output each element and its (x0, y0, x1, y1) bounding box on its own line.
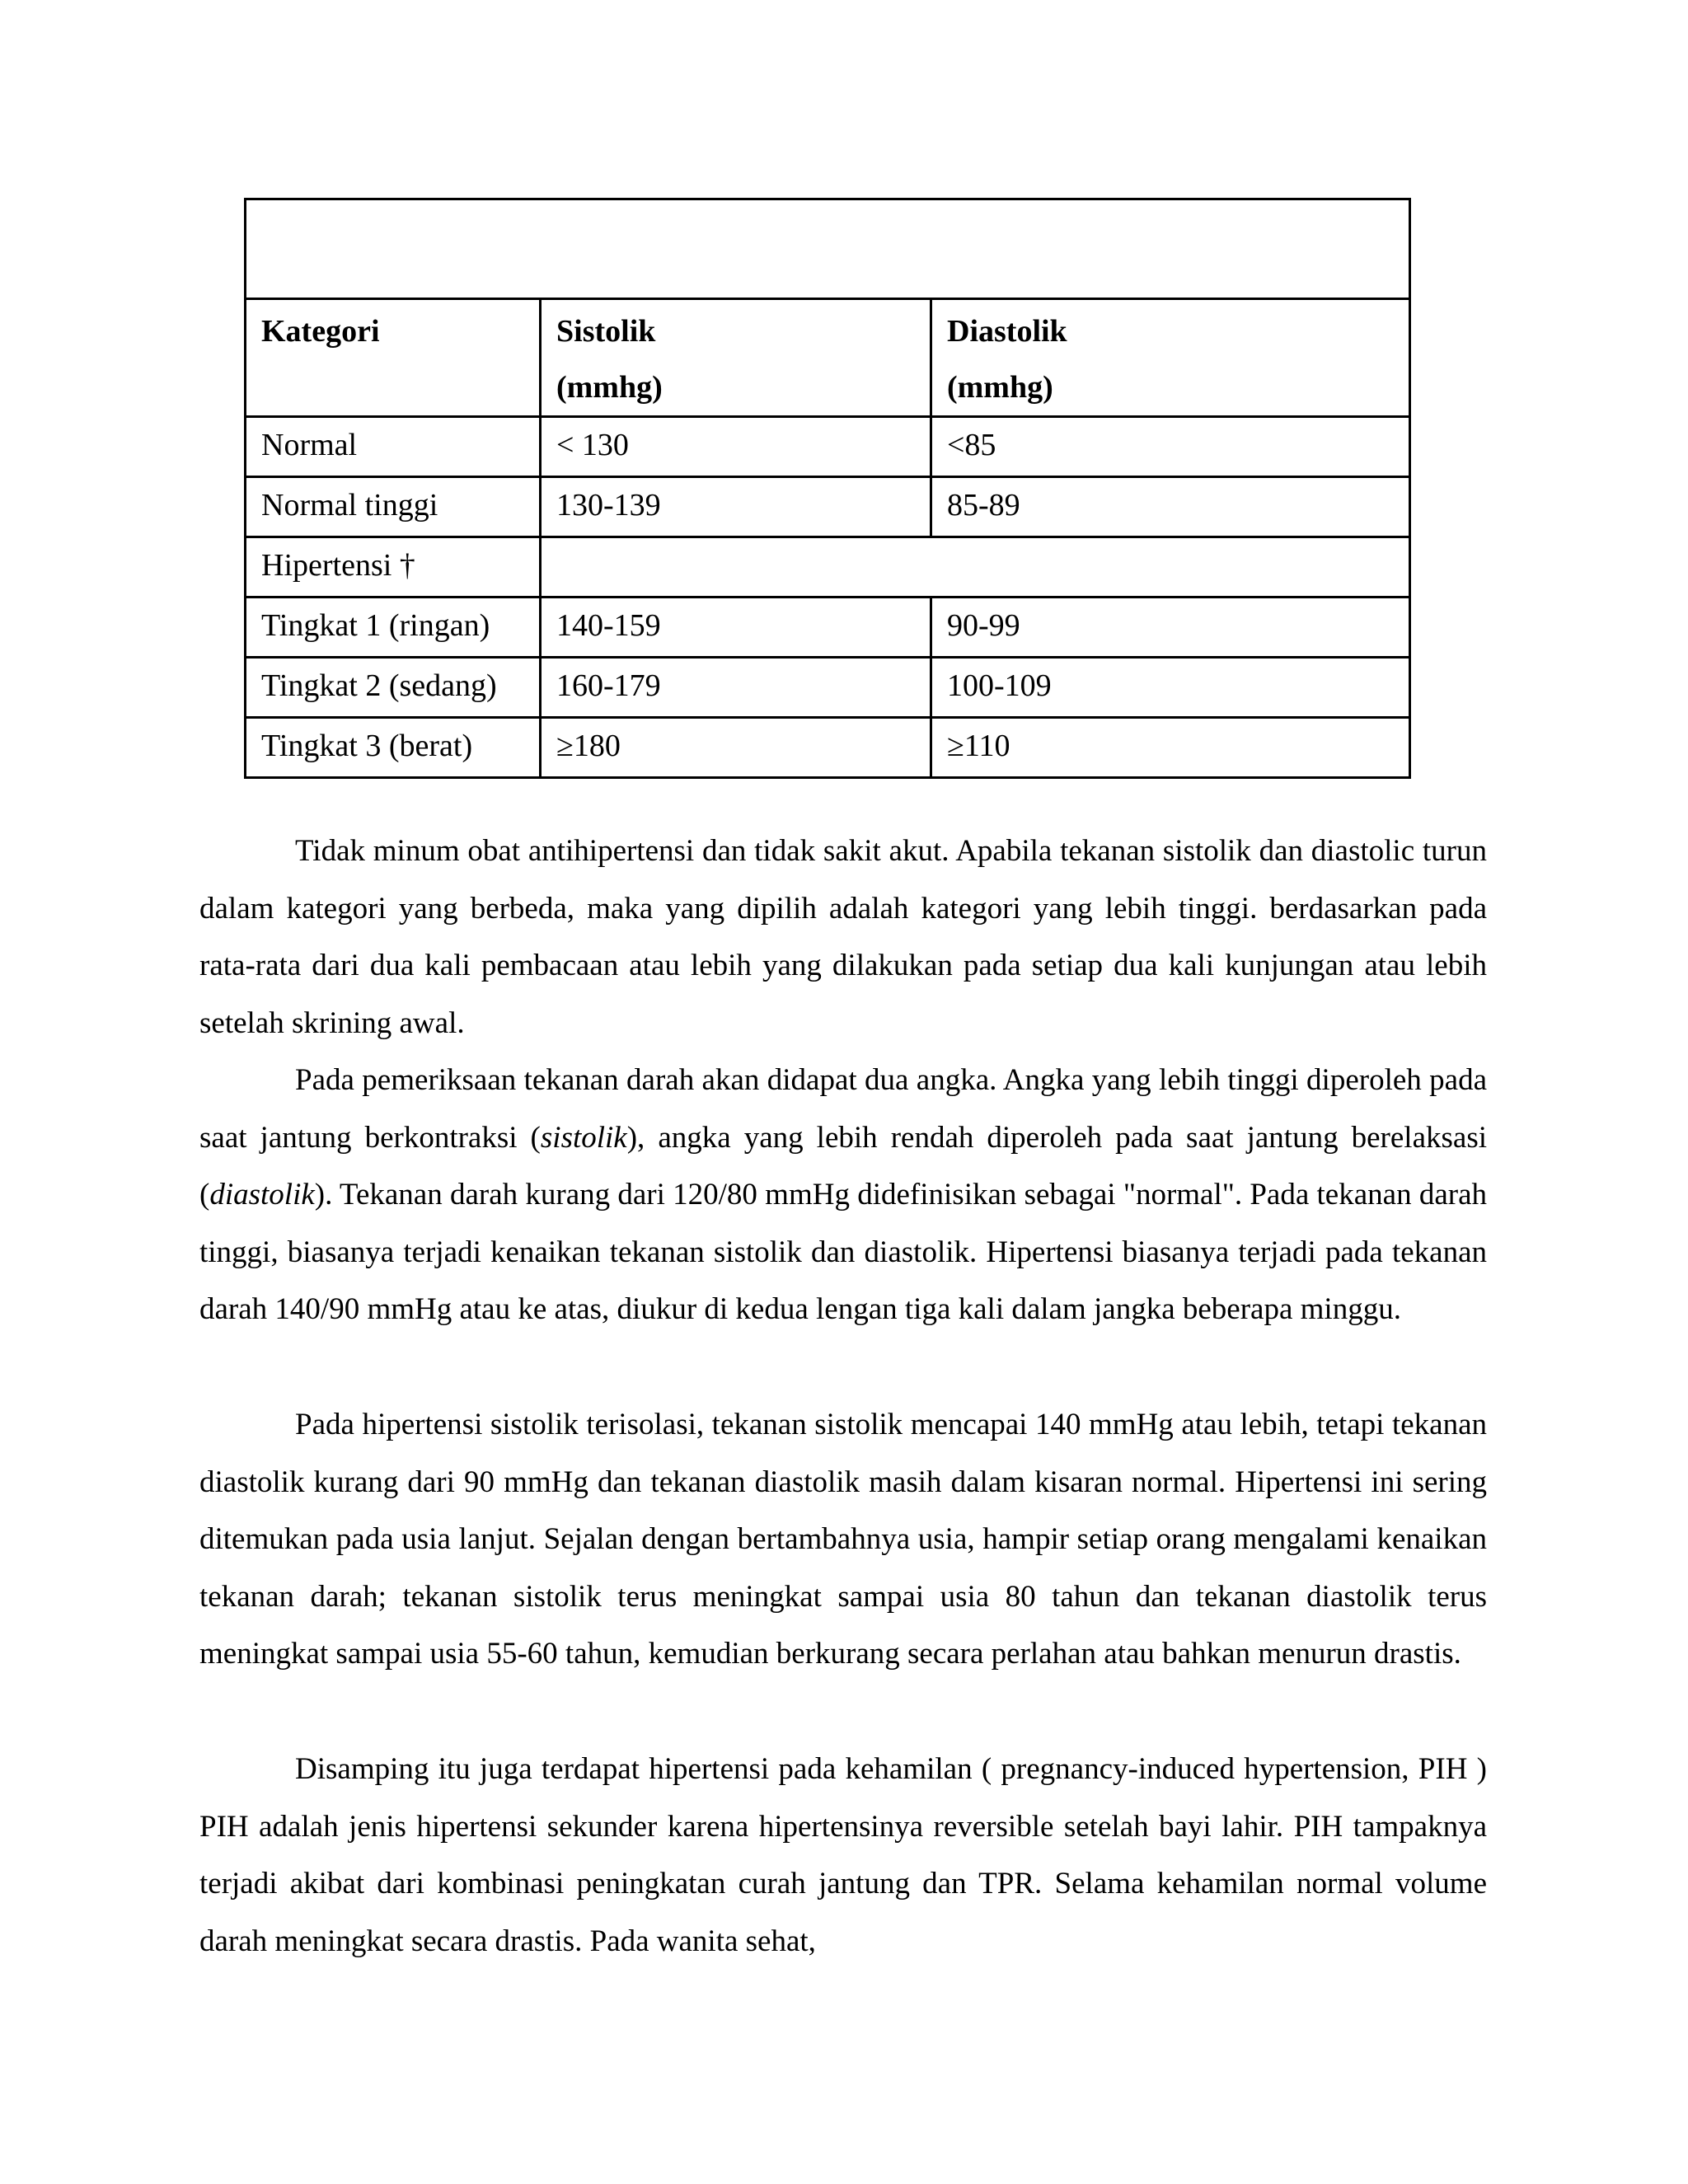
cell-kategori: Normal (246, 417, 541, 477)
cell-merged (541, 537, 1410, 598)
header-sistolik: Sistolik (mmhg) (541, 299, 931, 417)
table-row (246, 477, 1410, 537)
table-title-row (246, 199, 1410, 299)
cell-diastolik: 85-89 (931, 477, 1410, 537)
cell-sistolik: 160-179 (541, 658, 931, 718)
blood-pressure-table (244, 198, 1411, 779)
header-diastolik: Diastolik (mmhg) (931, 299, 1410, 417)
cell-diastolik: 90-99 (931, 598, 1410, 658)
table-header-row (246, 299, 1410, 417)
paragraph-1: Tidak minum obat antihipertensi dan tidak sakit akut. Apabila tekanan sistolik dan diastolic turun dalam kategori yang berbeda, maka yang dipilih adalah kategori yang lebih tinggi. berdasarkan pada rata-rata dari dua kali pembacaan atau lebih yang dilakukan pada setiap dua kali kunjungan atau lebih setelah skrining awal. (199, 834, 1487, 1040)
cell-kategori: Normal tinggi (246, 477, 541, 537)
table-row (246, 537, 1410, 598)
table-row (246, 718, 1410, 778)
cell-diastolik: <85 (931, 417, 1410, 477)
table-row (246, 598, 1410, 658)
paragraph-4: Disamping itu juga terdapat hipertensi pada kehamilan ( pregnancy-induced hypertension, PIH ) PIH adalah jenis hipertensi sekunder karena hipertensinya reversible setelah bayi lahir. PIH tampaknya terjadi akibat dari kombinasi peningkatan curah jantung dan TPR. Selama kehamilan normal volume darah meningkat secara drastis. Pada wanita sehat, (199, 1752, 1487, 1958)
header-kategori: Kategori (246, 299, 541, 417)
cell-diastolik: 100-109 (931, 658, 1410, 718)
cell-sistolik: ≥180 (541, 718, 931, 778)
cell-kategori: Tingkat 1 (ringan) (246, 598, 541, 658)
cell-diastolik: ≥110 (931, 718, 1410, 778)
cell-kategori: Hipertensi † (246, 537, 541, 598)
paragraph-2: Pada pemeriksaan tekanan darah akan didapat dua angka. Angka yang lebih tinggi diperoleh pada saat jantung berkontraksi (sistolik), angka yang lebih rendah diperoleh pada saat jantung berelaksasi (diastolik). Tekanan darah kurang dari 120/80 mmHg didefinisikan sebagai "normal". Pada tekanan darah tinggi, biasanya terjadi kenaikan tekanan sistolik dan diastolik. Hipertensi biasanya terjadi pada tekanan darah 140/90 mmHg atau ke atas, diukur di kedua lengan tiga kali dalam jangka beberapa minggu. (199, 1063, 1487, 1326)
cell-sistolik: < 130 (541, 417, 931, 477)
cell-kategori: Tingkat 3 (berat) (246, 718, 541, 778)
table-row (246, 417, 1410, 477)
table-title-cell (246, 199, 1410, 299)
cell-sistolik: 140-159 (541, 598, 931, 658)
cell-sistolik: 130-139 (541, 477, 931, 537)
table-row (246, 658, 1410, 718)
term-diastolik: diastolik (209, 1178, 315, 1212)
term-sistolik: sistolik (540, 1120, 627, 1155)
paragraph-3: Pada hipertensi sistolik terisolasi, tekanan sistolik mencapai 140 mmHg atau lebih, tetapi tekanan diastolik kurang dari 90 mmHg dan tekanan diastolik masih dalam kisaran normal. Hipertensi ini sering ditemukan pada usia lanjut. Sejalan dengan bertambahnya usia, hampir setiap orang mengalami kenaikan tekanan darah; tekanan sistolik terus meningkat sampai usia 80 tahun dan tekanan diastolik terus meningkat sampai usia 55-60 tahun, kemudian berkurang secara perlahan atau bahkan menurun drastis. (199, 1408, 1487, 1671)
cell-kategori: Tingkat 2 (sedang) (246, 658, 541, 718)
